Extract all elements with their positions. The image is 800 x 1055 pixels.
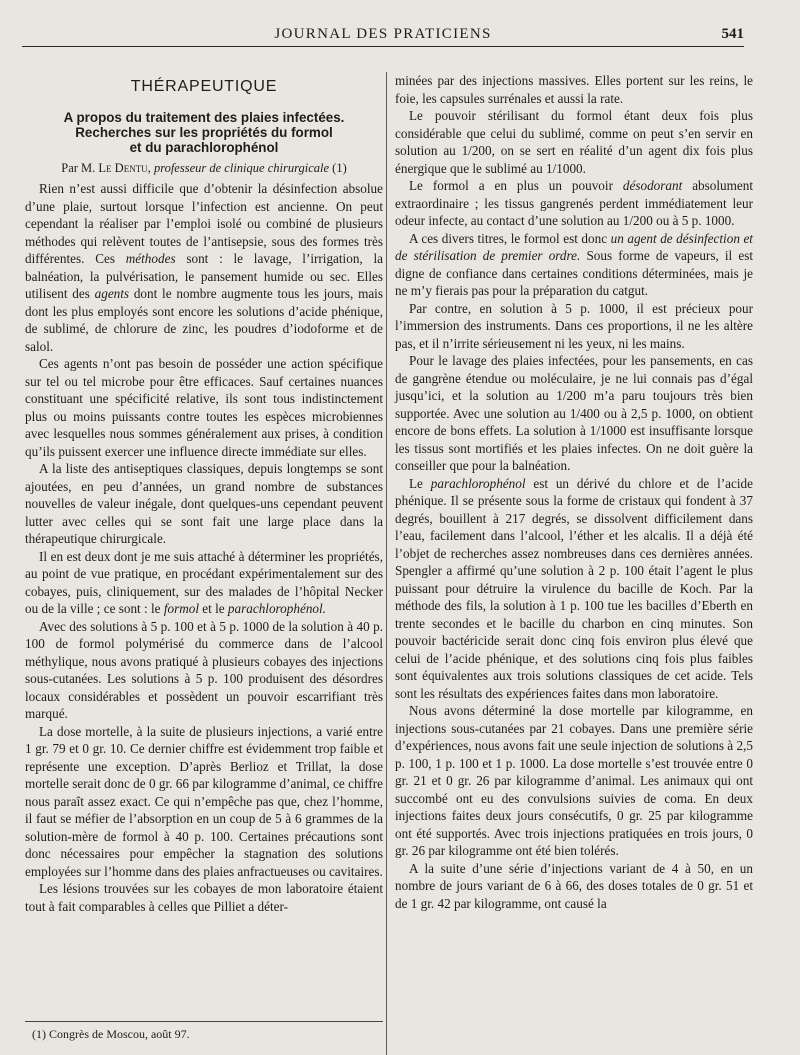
paragraph [25,548,383,618]
text-run: minées par des injections massives. Elles portent sur les reins, le foie, les capsules surrénales et aussi la rate. [395,73,753,106]
text-run: La dose mortelle, à la suite de plusieurs injections, a varié entre 1 gr. 79 et 0 gr. 10. Ce dernier chiffre est évidemment trop faible et représente une exception. D’après Berlioz et Trillat, la dose mortelle serait donc de 0 gr. 66 par kilogramme d’animal, ce chiffre nous paraît assez exact. Ce qui n’empêche pas que, chez l’homme, il faut se méfier de l’absorption en un coup de 5 à 6 grammes de la solution-mère de formol à 40 p. 100. Certaines précautions sont donc nécessaires pour empêcher la stagnation des solutions employées sur l’homme dans des plaies anfractueuses ou cavitaires. [25,723,383,879]
emphasis: un agent de désinfection et de stérilisation de premier ordre. [395,230,753,263]
article-title-line-3: et du parachlorophénol [129,139,279,155]
text-run: Le pouvoir stérilisant du formol étant deux fois plus considérable que celui du sublimé, comme on peut s’en servir en solution au 1/200, on se sert en réalité d’un agent dix fois plus énergique que le sublimé au 1/1000. [395,108,753,176]
article-title-line-1: A propos du traitement des plaies infectées. [63,109,345,125]
text-run: Nous avons déterminé la dose mortelle par kilogramme, en injections sous-cutanées par 21 cobayes. Dans une première série d’expériences, nous avons fait une seule injection de solutions à 2,5 p. 100, 1 p. 100 et 1 p. 1000. La dose mortelle s’est trouvée entre 0 gr. 21 et 0 gr. 26 par kilogramme d’animal. Les animaux qui ont succombé ont eu des convulsions suivies de coma. En deux injections faites deux jours consécutifs, 0 gr. 25 par kilogramme ont été supportés. Avec trois injections pratiquées en trois jours, 0 gr. 26 par kilogramme ont été bien tolérés. [395,703,753,858]
left-column [25,76,383,915]
section-heading: THÉRAPEUTIQUE [130,78,278,95]
text-run: Rien n’est aussi difficile que d’obtenir la désinfection absolue d’une plaie, surtout lorsque l’infection est ancienne. On peut cependant la réaliser par l’emploi isolé ou combiné de plusieurs méthodes qui relèvent toutes de l’antisepsie, sous des formes très différentes. Ces [25,181,383,266]
paragraph [25,460,383,548]
text-run: Le formol a en plus un pouvoir [409,178,623,193]
text-run: Sous forme de vapeurs, il est digne de confiance dans certaines conditions déterminées, mais je ne m’y fierais pas pour la préparation du catgut. [395,248,753,298]
paragraph [25,880,383,915]
right-body-text [395,72,753,912]
text-run: A ces divers titres, le formol est donc [409,230,611,246]
emphasis: parachlorophénol [430,475,526,491]
paragraph [25,618,383,723]
footnote-rule [25,1021,383,1022]
text-run: Pour le lavage des plaies infectées, pour les pansements, en cas de gangrène étendue ou moléculaire, je ne lui connais pas d’égal jusqu’ici, et la solution au 1/200 m’a paru toujours très bien supportée. Avec une solution au 1/400 ou à 2,5 p. 1000, on obtient encore de bons effets. La solution à 1/1000 est insuffisante lorsque les tissus sont mortifiés et les plaies infectes. On ne doit guère la conseiller que pour la balnéation. [395,353,753,473]
text-run: est un dérivé du chlore et de l’acide phénique. Il se présente sous la forme de cristaux qui fondent à 37 degrés, bouillent à 217 degrés, se dissolvent difficilement dans l’eau, facilement dans l’alcool, l’éther et les alcalis. Il a déjà été l’objet de recherches assez nombreuses dans ces dernières années. Spengler a affirmé qu’une solution à 2 p. 100 était l’agent le plus puissant pour détruire la virulence du bacille de Koch. Par la méthode des fils, la solution à 1 p. 100 tue les bacilles d’Eberth en trente secondes et le bacille du charbon en cinq minutes. Son pouvoir bactéricide serait donc cinq fois environ plus élevé que celui de l’acide phénique, et des solutions cinq fois plus faibles sont équivalentes aux trois solutions classiques de cet acide. Tels sont les résultats des expériences faites dans mon laboratoire. [395,475,753,701]
paragraph [25,723,383,881]
text-run: Les lésions trouvées sur les cobayes de mon laboratoire étaient tout à fait comparables à celles que Pilliet a déter- [25,881,383,914]
article-title-line-2: Recherches sur les propriétés du formol [75,124,333,140]
emphasis: méthodes [125,251,176,266]
paragraph [25,180,383,355]
text-run: Avec des solutions à 5 p. 100 et à 5 p. 1000 de la solution à 40 p. 100 de formol polymérisé du commerce dans de l’alcool méthylique, nous avons pratiqué à plusieurs cobayes des injections sous-cutanées. Les solutions à 5 p. 100 produisent des désordres locaux considérables et possèdent un pouvoir escarrifiant très marqué. [25,618,383,721]
paragraph [395,352,753,475]
page-number: 541 [721,26,744,42]
paragraph [25,355,383,460]
author-role: professeur de clinique chirurgicale [153,160,330,175]
text-run: Le [409,475,431,491]
text-run: Il en est deux dont je me suis attaché à déterminer les propriétés, au point de vue pratique, en procédant expérimentalement sur des cobayes, puis, cliniquement, sur des malades de l’hôpital Necker ou de la ville ; ce sont : le [25,548,383,616]
footnote: (1) Congrès de Moscou, août 97. [32,1027,190,1041]
emphasis: parachlorophénol. [227,601,326,616]
text-run: et le [198,601,228,616]
left-body-text [25,180,383,915]
footnote-ref: (1) [332,160,347,175]
paragraph [395,177,753,230]
byline [25,160,383,178]
text-run: sont : le lavage, l’irrigation, la balnéation, la pulvérisation, le pansement humide ou sec. Elles utilisent des [25,251,383,301]
text-run: A la suite d’une série d’injections variant de 4 à 50, en un nombre de jours variant de 6 à 66, des doses totales de 0 gr. 51 et de 1 gr. 42 par kilogramme, ont causé la [395,860,753,911]
running-header [22,26,744,47]
paragraph [395,300,753,353]
emphasis: agents [94,286,130,301]
paragraph [395,860,753,913]
paragraph [395,230,753,300]
byline-prefix: Par M. [61,160,96,175]
right-column [386,72,753,1055]
emphasis: formol [163,601,199,616]
paragraph [395,702,753,860]
text-run: A la liste des antiseptiques classiques, depuis longtemps se sont ajoutées, en peu d’années, un grand nombre de substances nouvelles de valeur inégale, dont quelques-uns cependant peuvent lutter avec celles qui se sont fait une large place dans la thérapeutique chirurgicale. [25,461,383,546]
text-run: absolument extraordinaire ; les tissus gangrenés perdent immédiatement leur odeur infecte, au contact d’une solution au 1/200 ou à 5 p. 1000. [395,178,753,228]
journal-title: JOURNAL DES PRATICIENS [274,26,492,42]
author-name: Le Dentu, [98,160,151,175]
emphasis: désodorant [622,178,683,193]
text-run: dont le nombre augmente tous les jours, mais dont les plus employés sont encore les solutions d’acide phénique, de sublimé, de chlorure de zinc, les poudres d’iodoforme et de salol. [25,286,383,354]
paragraph [395,72,753,107]
paragraph [395,107,753,177]
text-run: Par contre, en solution à 5 p. 1000, il est précieux pour l’immersion des instruments. Dans ces proportions, il ne les altère pas, et il n’irrite sérieusement ni les yeux, ni les mains. [395,300,753,351]
paragraph [395,475,753,703]
text-run: Ces agents n’ont pas besoin de posséder une action spécifique sur tel ou tel microbe pour être efficaces. Sauf certaines nuances constituant une spécificité relative, ils sont tous indistinctement plus ou moins puissants contre toutes les espèces microbiennes avec lesquelles nous sommes généralement aux prises, à condition qu’ils puissent exercer une influence directe immédiate sur elles. [25,356,383,459]
